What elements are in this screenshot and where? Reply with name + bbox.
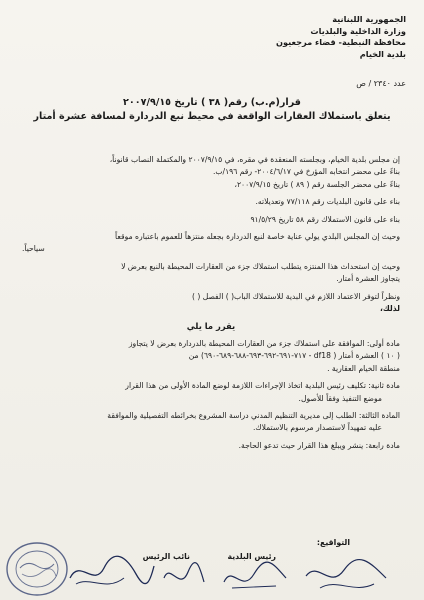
- legal-basis-line: بناء على قانون الاستملاك رقم ٥٨ تاريخ ٩١/٥/٢٩: [250, 214, 400, 224]
- article-line: موضع التنفيذ وفقاً للأصول.: [298, 393, 382, 403]
- recital-line: ونظراً لتوفر الاعتماد اللازم في البدية للاستملاك الباب( ) الفصل ( ): [191, 291, 400, 301]
- decision-number: قرار(م.ب) رقم( ٣٨ ) تاريخ ٢٠٠٧/٩/١٥: [123, 97, 301, 108]
- signature-head-icon: [66, 548, 156, 596]
- recital-line: وحيث إن المجلس البلدي يولي عناية خاصة لنبع الدردارة بجعله منتزهاً للعموم باعتباره موقعاً: [115, 232, 400, 242]
- article-line: مادة رابعة: ينشر ويبلغ هذا القرار حيث تدعو الحاجة.: [238, 440, 400, 450]
- legal-basis-line: بناء على قانون البلديات رقم ٧٧/١١٨ وتعديلاته.: [255, 197, 400, 207]
- letterhead-republic: الجمهورية اللبنانية: [332, 14, 406, 24]
- municipal-seal-icon: [2, 538, 72, 600]
- recital-line: وحيث إن استحداث هذا المنتزه يتطلب استملاك جزء من العقارات المحيطة بالنبع بعرض لا: [121, 261, 400, 271]
- letterhead-governorate: محافظة النبطية- قضاء مرجعيون: [276, 37, 406, 47]
- signature-deputy-icon: [160, 558, 206, 598]
- letterhead-ministry: وزارة الداخلية والبلديات: [310, 25, 406, 36]
- article-line: عليه تمهيداً لاستصدار مرسوم بالاستملاك.: [252, 423, 382, 433]
- article-line: المادة الثالثة: الطلب إلى مديرية التنظيم المدني دراسة المشروع بخرائطه التفصيلية والموافقة: [107, 410, 400, 420]
- recital-line: لذلك،: [379, 304, 400, 314]
- preamble-line: بناءً على محضر انتخابه المؤرخ في ٢٠٠٤/٦/١٧- رقم ١٩٦/ب.: [212, 167, 400, 177]
- article-line: منطقة الخيام العقارية .: [327, 363, 400, 373]
- signature-member-icon: [300, 554, 390, 600]
- article-line: مادة ثانية: تكليف رئيس البلدية اتخاذ الإجراءات اللازمة لوضع المادة الأولى من هذا القرار: [125, 381, 400, 391]
- recital-line: سياحياً.: [22, 244, 45, 254]
- article-line: ( ١٠ ) العشرة أمتار ( df18 - ٧١٧-٦٩١-٦٩٢-٦٩٣-٦٨٨-٦٨٩-٦٩٠) من: [188, 351, 400, 361]
- decision-subject: يتعلق باستملاك العقارات الواقعة في محيط نبع الدردارة لمسافة عشرة أمتار: [33, 111, 391, 122]
- signatures-label: التواقيع:: [316, 538, 350, 547]
- letterhead: [276, 14, 406, 60]
- head-label: رئيس البلدية: [227, 552, 276, 561]
- decision-body: [22, 154, 400, 452]
- signature-area: [0, 530, 424, 600]
- letterhead-municipality: بلدية الخيام: [359, 48, 406, 59]
- decision-title: [20, 96, 404, 124]
- recital-line: يتجاوز العشرة أمتار.: [336, 274, 400, 284]
- deputy-label: نائب الرئيس: [142, 552, 190, 561]
- preamble-line: بناءً على محضر الجلسة رقم ( ٨٩ ) تاريخ ٢٠٠٧/٩/١٥،: [234, 179, 400, 189]
- signature-member-icon: [220, 556, 290, 600]
- reference-number: عدد ٢٣٤٠ / ص: [356, 79, 406, 88]
- decides-heading: يقرر ما يلي: [186, 321, 236, 332]
- article-line: مادة أولى: الموافقة على استملاك جزء من العقارات المحيطة بالدردارة بعرض لا يتجاوز: [128, 338, 400, 348]
- preamble-line: إن مجلس بلدية الخيام، وبجلسته المنعقدة في مقره، في ٢٠٠٧/٩/١٥ والمكتملة النصاب قانوناً،: [109, 155, 400, 164]
